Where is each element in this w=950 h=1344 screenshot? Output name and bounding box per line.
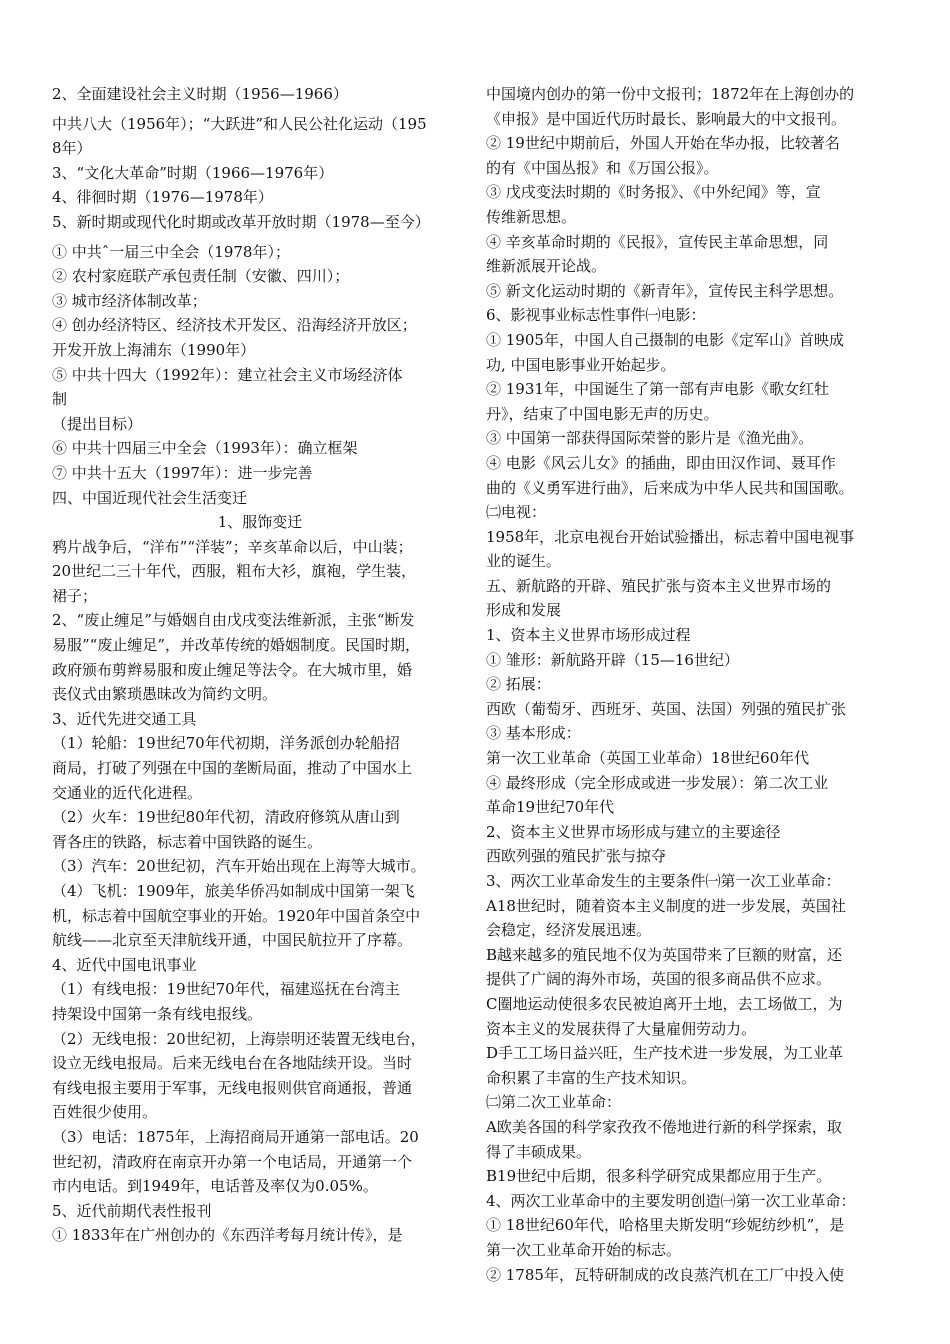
text-line: B19世纪中后期，很多科学研究成果都应用于生产。 bbox=[486, 1167, 832, 1186]
text-line: （1）轮船：19世纪70年代初期，洋务派创办轮船招 bbox=[52, 734, 400, 753]
text-line: 易服”“废止缠足”，并改革传统的婚姻制度。民国时期， bbox=[52, 636, 421, 655]
text-line: ⑦ 中共十五大（1997年）：进一步完善 bbox=[52, 463, 313, 482]
text-line: ② 农村家庭联产承包责任制（安徽、四川）； bbox=[52, 267, 350, 286]
text-line: ③ 戊戌变法时期的《时务报》、《中外纪闻》等，宣 bbox=[486, 183, 821, 202]
text-line: 有线电报主要用于军事，无线电报则供官商通报，普通 bbox=[52, 1078, 413, 1097]
text-line: 维新派展开论战。 bbox=[486, 257, 607, 276]
text-line: ⑤ 中共十四大（1992年）：建立社会主义市场经济体 bbox=[52, 365, 403, 384]
text-line: 持架设中国第一条有线电报线。 bbox=[52, 1004, 263, 1023]
text-line: 丧仪式由繁琐愚昧改为简约文明。 bbox=[52, 685, 278, 704]
text-line: 第一次工业革命（英国工业革命）18世纪60年代 bbox=[486, 749, 810, 768]
text-line: ③ 基本形成： bbox=[486, 724, 581, 743]
text-line: 交通业的近代化进程。 bbox=[52, 783, 203, 802]
text-line: 中国境内创办的第一份中文报刊；1872年在上海创办的 bbox=[486, 85, 855, 103]
text-line: 四、中国近现代社会生活变迁 bbox=[52, 488, 248, 507]
text-line: 设立无线电报局。后来无线电台在各地陆续开设。当时 bbox=[52, 1054, 413, 1073]
text-line: 1、服饰变迁 bbox=[217, 513, 303, 532]
text-line: 20世纪二三十年代，西服，粗布大衫，旗袍，学生装， bbox=[52, 562, 417, 581]
text-line: （2）火车：19世纪80年代初，清政府修筑从唐山到 bbox=[52, 808, 400, 827]
text-line: ㈡第二次工业革命： bbox=[486, 1093, 622, 1112]
text-line: 胥各庄的铁路，标志着中国铁路的诞生。 bbox=[52, 832, 323, 851]
text-line: ① 1905年，中国人自己摄制的电影《定军山》首映成 bbox=[486, 330, 844, 349]
text-line: 曲的《义勇军进行曲》，后来成为中华人民共和国国歌。 bbox=[486, 478, 854, 497]
text-line: 1、资本主义世界市场形成过程 bbox=[486, 626, 691, 645]
text-line: 丹》，结束了中国电影无声的历史。 bbox=[486, 404, 719, 423]
text-line: ② 19世纪中期前后，外国人开始在华办报，比较著名 bbox=[486, 134, 840, 153]
text-line: B越来越多的殖民地不仅为英国带来了巨额的财富，还 bbox=[486, 945, 843, 964]
text-line: D手工工场日益兴旺，生产技术进一步发展，为工业革 bbox=[486, 1044, 844, 1063]
text-line: 3、“文化大革命”时期（1966—1976年） bbox=[52, 163, 334, 182]
text-line: 开发开放上海浦东（1990年） bbox=[52, 340, 256, 359]
text-line: ① 1833年在广州创办的《东西洋考每月统计传》，是 bbox=[52, 1226, 403, 1245]
text-line: 传维新思想。 bbox=[486, 207, 577, 226]
text-line: 五、新航路的开辟、殖民扩张与资本主义世界市场的 bbox=[486, 576, 832, 595]
text-line: ① 雏形：新航路开辟（15—16世纪） bbox=[486, 650, 739, 669]
text-line: 5、近代前期代表性报刊 bbox=[52, 1201, 212, 1220]
text-line: 5、新时期或现代化时期或改革开放时期（1978—至今） bbox=[52, 212, 430, 231]
text-line: ④ 创办经济特区、经济技术开发区、沿海经济开放区； bbox=[52, 316, 417, 335]
text-line: 4、两次工业革命中的主要发明创造㈠第一次工业革命： bbox=[486, 1191, 856, 1210]
text-line: （3）电话：1875年，上海招商局开通第一部电话。20 bbox=[52, 1127, 419, 1146]
text-line: 裙子； bbox=[52, 586, 98, 605]
text-line: ㈡电视： bbox=[486, 503, 547, 522]
text-line: 1958年，北京电视台开始试验播出，标志着中国电视事 bbox=[486, 527, 855, 546]
text-line: ④ 最终形成（完全形成或进一步发展）：第二次工业 bbox=[486, 773, 829, 792]
text-line: ⑥ 中共十四届三中全会（1993年）：确立框架 bbox=[52, 439, 358, 458]
text-line: 机，标志着中国航空事业的开始。1920年中国首条空中 bbox=[52, 906, 421, 925]
text-line: 得了丰硕成果。 bbox=[486, 1142, 592, 1161]
text-line: 中共八大（1956年）；“大跃进”和人民公社化运动（195 bbox=[52, 114, 427, 133]
text-line: 6、影视事业标志性事件㈠电影： bbox=[486, 306, 706, 325]
text-line: ④ 辛亥革命时期的《民报》，宣传民主革命思想，同 bbox=[486, 232, 829, 251]
text-line: A18世纪时，随着资本主义制度的进一步发展，英国社 bbox=[486, 896, 846, 915]
text-line: 3、近代先进交通工具 bbox=[52, 709, 197, 728]
text-line: 8年） bbox=[52, 139, 92, 158]
right-text-column bbox=[486, 82, 904, 1287]
text-line: 提供了广阔的海外市场，英国的很多商品供不应求。 bbox=[486, 970, 832, 989]
text-line: ③ 城市经济体制改革； bbox=[52, 291, 207, 310]
text-line: ① 18世纪60年代，哈格里夫斯发明“珍妮纺纱机”，是 bbox=[486, 1216, 845, 1235]
text-line: 2、全面建设社会主义时期（1956—1966） bbox=[52, 85, 348, 103]
text-line: 业的诞生。 bbox=[486, 552, 562, 571]
text-line: 2、资本主义世界市场形成与建立的主要途径 bbox=[486, 822, 781, 841]
text-line: ⑤ 新文化运动时期的《新青年》，宣传民主科学思想。 bbox=[486, 281, 844, 300]
text-line: 《申报》是中国近代历时最长、影响最大的中文报刊。 bbox=[486, 109, 847, 128]
text-line: 形成和发展 bbox=[486, 601, 562, 620]
text-line: 功, 中国电影事业开始起步。 bbox=[486, 355, 676, 374]
text-line: 会稳定，经济发展迅速。 bbox=[486, 921, 652, 940]
text-line: C圈地运动使很多农民被迫离开土地，去工场做工，为 bbox=[486, 994, 843, 1013]
text-line: 命积累了丰富的生产技术知识。 bbox=[486, 1068, 697, 1087]
text-line: （2）无线电报：20世纪初，上海崇明还装置无线电台， bbox=[52, 1029, 426, 1048]
text-line: 4、徘徊时期（1976—1978年） bbox=[52, 188, 273, 207]
text-line: 3、两次工业革命发生的主要条件㈠第一次工业革命： bbox=[486, 872, 841, 890]
text-line: ④ 电影《风云儿女》的插曲，即由田汉作词、聂耳作 bbox=[486, 453, 836, 472]
text-line: 世纪初，清政府在南京开办第一个电话局，开通第一个 bbox=[52, 1152, 413, 1171]
text-line: （4）飞机：1909年，旅美华侨冯如制成中国第一架飞 bbox=[52, 882, 415, 900]
text-line: ② 拓展： bbox=[486, 675, 551, 694]
text-line: 百姓很少使用。 bbox=[52, 1103, 158, 1122]
text-line: 政府颁布剪辫易服和废止缠足等法令。在大城市里，婚 bbox=[52, 660, 413, 679]
text-line: A欧美各国的科学家孜孜不倦地进行新的科学探索，取 bbox=[486, 1117, 842, 1136]
text-line: ② 1785年，瓦特研制成的改良蒸汽机在工厂中投入使 bbox=[486, 1265, 844, 1284]
text-line: 航线——北京至天津航线开通，中国民航拉开了序幕。 bbox=[52, 931, 413, 950]
text-line: 4、近代中国电讯事业 bbox=[52, 955, 197, 974]
text-line: ① 中共ˆ一届三中全会（1978年）； bbox=[52, 242, 290, 261]
text-line: 西欧（葡萄牙、西班牙、英国、法国）列强的殖民扩张 bbox=[486, 699, 847, 718]
text-line: 2、“废止缠足”与婚姻自由戊戌变法维新派，主张“断发 bbox=[52, 611, 415, 630]
text-line: 市内电话。到1949年，电话普及率仅为0.05%。 bbox=[52, 1177, 378, 1196]
text-line: 鸦片战争后，“洋布”“洋装”；辛亥革命以后，中山装； bbox=[52, 537, 413, 556]
text-line: 制 bbox=[52, 390, 68, 409]
text-line: 商局，打破了列强在中国的垄断局面，推动了中国水上 bbox=[52, 759, 413, 778]
text-line: （3）汽车：20世纪初，汽车开始出现在上海等大城市。 bbox=[52, 857, 426, 876]
text-line: 第一次工业革命开始的标志。 bbox=[486, 1240, 682, 1259]
text-line: ③ 中国第一部获得国际荣誉的影片是《渔光曲》。 bbox=[486, 429, 814, 448]
text-line: ② 1931年，中国诞生了第一部有声电影《歌女红牡 bbox=[486, 380, 829, 399]
left-text-column bbox=[52, 82, 468, 1248]
text-line: （1）有线电报：19世纪70年代，福建巡抚在台湾主 bbox=[52, 980, 400, 999]
text-line: 资本主义的发展获得了大量雇佣劳动力。 bbox=[486, 1019, 757, 1038]
text-line: 革命19世纪70年代 bbox=[486, 798, 615, 817]
text-line: 西欧列强的殖民扩张与掠夺 bbox=[486, 847, 667, 866]
text-line: 的有《中国丛报》和《万国公报》。 bbox=[486, 158, 719, 177]
text-line: （提出目标） bbox=[52, 414, 143, 433]
